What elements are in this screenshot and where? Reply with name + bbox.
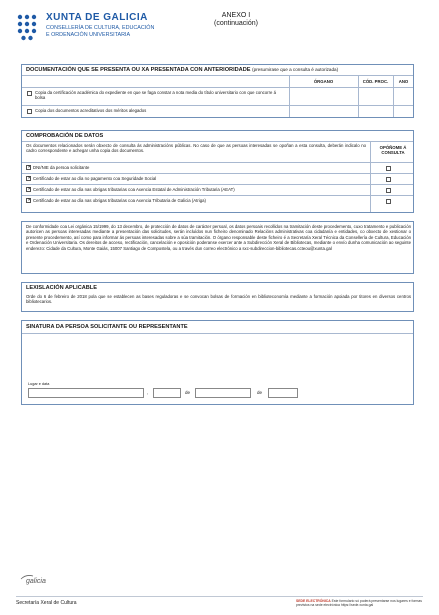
column-header-ano: ANO	[398, 79, 409, 84]
divider	[22, 162, 413, 163]
footer-sede-note	[296, 599, 424, 607]
footer-department: Secretaría Xeral de Cultura	[16, 600, 77, 606]
place-comma: ,	[147, 390, 149, 395]
legislation-title: LEXISLACIÓN APLICABLE	[26, 285, 97, 291]
divider	[22, 173, 413, 174]
document-row-2-text: Copia dos documentos acreditativos dos méritos alegados	[35, 108, 147, 113]
document-row-1-checkbox[interactable]	[27, 91, 32, 96]
data-check-intro: Os documentos relacionados serán obxecto de consulta ás administracións públicas. No caso de que as persoas interesadas se opoñan a esta consulta, deberán indicalo no cadro correspondente e achegar unha copia dos documentos.	[26, 143, 366, 154]
consult-item-4-checkbox[interactable]	[26, 198, 31, 203]
xunta-logo	[16, 10, 196, 52]
place-field[interactable]	[28, 388, 144, 398]
data-check-section	[21, 130, 414, 213]
privacy-text: De conformidade coa Lei orgánica 15/1999, do 13 decembro, de protección de datos de carácter persoal, os datos persoais recollidos na tramitación deste procedemento, cuxo tratamento e publicación autoricen as persoas interesadas mediante a presentación das solicitudes, serán incluídos nun ficheiro denominado Relacións administrativas coa cidadanía e entidades, co obxecto de xestionar o presente procedemento, así como para informar ás persoas interesadas sobre a súa tramitación. O órgano responsable deste ficheiro é a Secretaría Xeral Técnica da Consellería de Cultura, Educación e Ordenación Universitaria. Os dereitos de acceso, rectificación, cancelación e oposición poderanse exercer ante a Subdirección Xeral de Bibliotecas, mediante o envío dunha comunicación ao seguinte enderezo: Cidade da Cultura, Monte Gaiás, 15007 Santiago de Compostela, ou a través dun correo electrónico a sxc-subdireccion-bibliotecas.ccteou@xunta.gal	[26, 224, 411, 251]
divider	[22, 87, 413, 88]
divider	[22, 105, 413, 106]
galicia-logo-text: galicia	[26, 578, 46, 585]
month-year-separator: de	[257, 390, 263, 395]
brand-subtitle-line-2: E ORDENACIÓN UNIVERSITARIA	[46, 32, 131, 38]
brand-subtitle	[46, 25, 196, 39]
consult-item-2-text: Certificado de estar ao día no pagamento coa Seguridade Social	[33, 176, 157, 181]
privacy-section	[21, 221, 414, 274]
divider	[22, 75, 413, 76]
consult-item-2-checkbox[interactable]	[26, 176, 31, 181]
annex-subtitle: (continuación)	[214, 20, 258, 27]
divider	[22, 333, 413, 334]
divider	[358, 75, 359, 117]
day-month-separator: de	[185, 390, 191, 395]
divider	[22, 141, 413, 142]
consult-item-3-checkbox[interactable]	[26, 187, 31, 192]
divider	[22, 184, 413, 185]
day-field[interactable]	[153, 388, 181, 398]
legislation-section	[21, 282, 414, 312]
consult-item-3-text: Certificado de estar ao día nas obrigas tributarias coa Axencia Estatal de Administración Tributaria (AEAT)	[33, 187, 235, 192]
signature-section	[21, 320, 414, 405]
annex-heading	[196, 12, 276, 28]
signature-title: SINATURA DA PERSOA SOLICITANTE OU REPRESENTANTE	[26, 324, 188, 330]
documents-section	[21, 64, 414, 118]
divider	[370, 141, 371, 212]
legislation-text: Orde do 6 de febreiro de 2018 pola que se establecen as bases reguladoras e se convocan bolsas de formación en biblioteconomía mediante a formación apoiada por titores en diversos centros bibliotecarios.	[26, 294, 411, 305]
consult-item-1-text: DNI/NIE da persoa solicitante	[33, 165, 90, 170]
consult-item-2-oppose-checkbox[interactable]	[386, 177, 391, 182]
brand-subtitle-line-1: CONSELLERÍA DE CULTURA, EDUCACIÓN	[46, 25, 155, 31]
xunta-emblem-icon	[16, 12, 40, 44]
sede-note-text: Este formulario só poderá presentarse nos lugares e formas previstos na sede electrónica https://sede.xunta.gal	[296, 599, 422, 607]
brand-title: XUNTA DE GALICIA	[46, 12, 148, 23]
divider	[393, 75, 394, 117]
consult-item-3-oppose-checkbox[interactable]	[386, 188, 391, 193]
footer-divider	[16, 596, 423, 597]
month-field[interactable]	[195, 388, 251, 398]
column-header-organo: ÓRGANO	[313, 79, 334, 84]
oppose-consult-header: OPÓÑOME Á CONSULTA	[379, 145, 407, 156]
year-field[interactable]	[268, 388, 298, 398]
document-row-1-text: Copia da certificación académica do expediente en que se faga constar a nota media do título universitario con que concorre á bolsa	[35, 90, 277, 101]
documents-title-text: DOCUMENTACIÓN QUE SE PRESENTA OU XA PRESENTADA CON ANTERIORIDADE	[26, 67, 251, 73]
place-date-label: Lugar e data	[28, 382, 50, 386]
consult-item-1-checkbox[interactable]	[26, 165, 31, 170]
sede-electronica-label: SEDE ELECTRÓNICA	[296, 599, 331, 603]
consult-item-1-oppose-checkbox[interactable]	[386, 166, 391, 171]
divider	[289, 75, 290, 117]
document-row-2-checkbox[interactable]	[27, 109, 32, 114]
documents-title-note: (presumirase que a consulta é autorizada)	[252, 67, 339, 72]
data-check-title: COMPROBACIÓN DE DATOS	[26, 133, 104, 139]
consult-item-4-oppose-checkbox[interactable]	[386, 199, 391, 204]
column-header-cod-proc: CÓD. PROC.	[362, 79, 389, 84]
documents-section-title	[26, 67, 338, 73]
divider	[22, 195, 413, 196]
consult-item-4-text: Certificado de estar ao día nas obrigas tributarias coa Axencia Tributaria de Galicia (Atriga)	[33, 198, 206, 203]
annex-title: ANEXO I	[221, 12, 251, 19]
